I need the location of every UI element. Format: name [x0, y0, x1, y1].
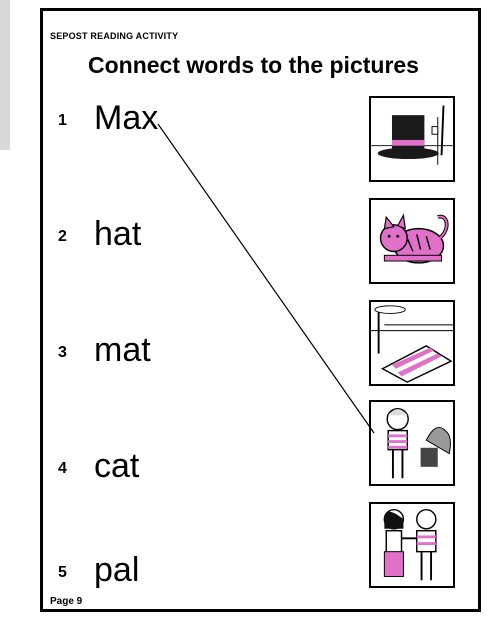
mat-icon	[371, 302, 453, 384]
page-title: Connect words to the pictures	[88, 52, 419, 78]
word-number: 5	[58, 564, 67, 581]
top-hat-icon	[371, 98, 453, 180]
activity-label: SEPOST READING ACTIVITY	[50, 31, 179, 41]
word-label: Max	[94, 99, 159, 137]
word-number: 3	[58, 344, 67, 361]
word-label: mat	[94, 331, 151, 369]
word-number: 4	[58, 460, 67, 477]
picture-boy[interactable]	[369, 400, 455, 486]
picture-cat[interactable]	[369, 198, 455, 284]
page-number: Page 9	[50, 596, 83, 607]
cat-icon	[371, 200, 453, 282]
word-number: 2	[58, 228, 67, 245]
word-label: hat	[94, 215, 142, 253]
word-label: cat	[94, 447, 140, 485]
word-number: 1	[58, 112, 67, 129]
word-label: pal	[94, 551, 140, 589]
picture-pals[interactable]	[369, 502, 455, 588]
picture-mat[interactable]	[369, 300, 455, 386]
scan-edge	[0, 0, 10, 150]
two-kids-icon	[371, 504, 453, 586]
picture-hat[interactable]	[369, 96, 455, 182]
boy-icon	[371, 402, 453, 484]
